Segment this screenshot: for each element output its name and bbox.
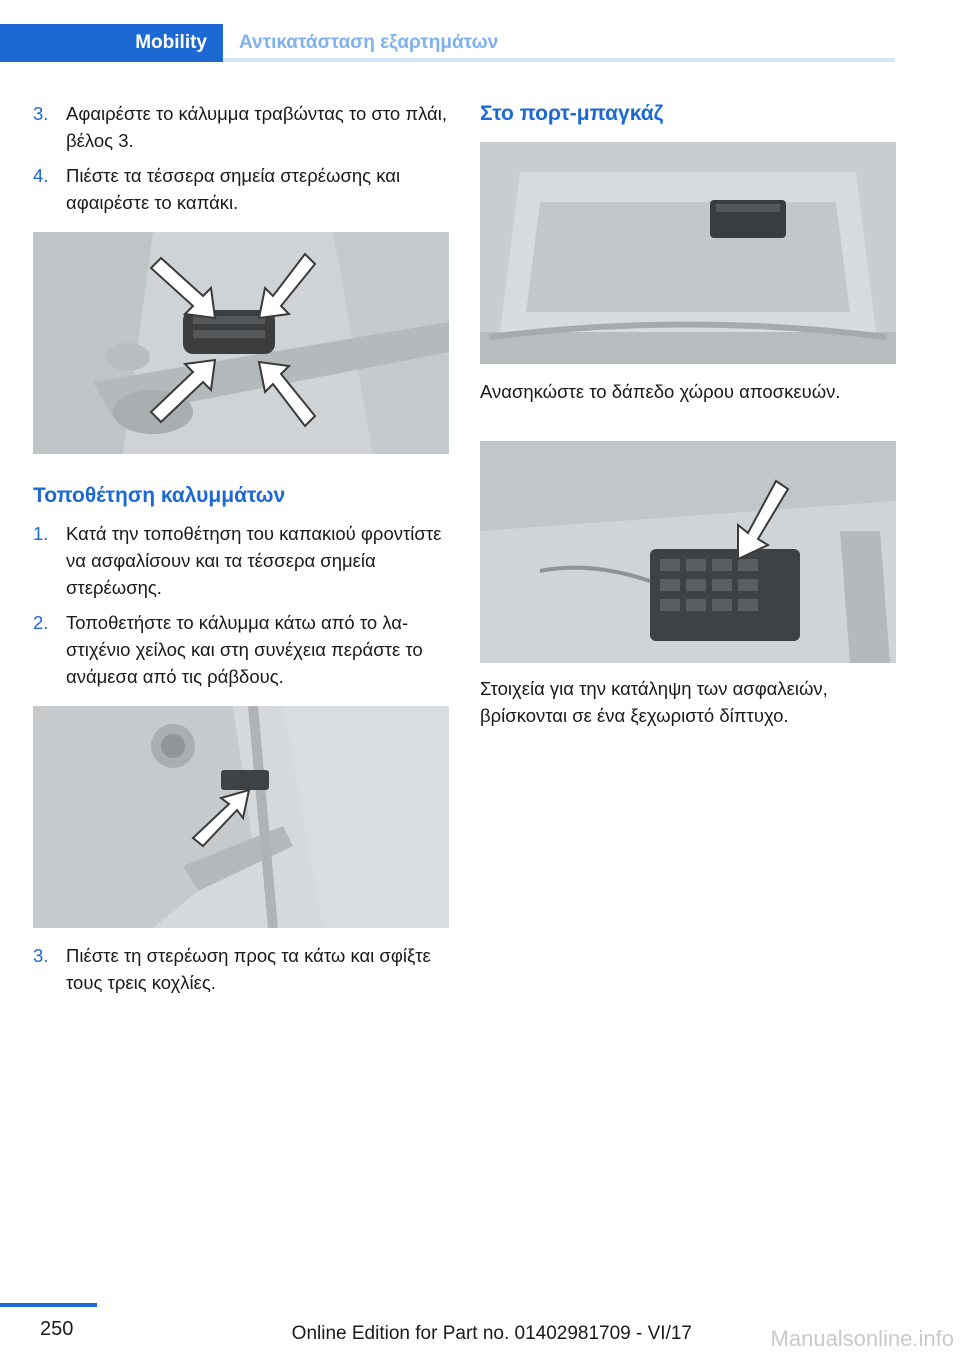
page-number-rule	[0, 1303, 97, 1307]
edition-label: Online Edition for Part no. 01402981709 - VI/17	[291, 1323, 692, 1344]
step-text: Αφαιρέστε το κάλυμμα τραβώντας το στο πλάι, βέλος 3.	[66, 103, 448, 151]
page-header	[0, 24, 895, 62]
page-number: 250	[40, 1318, 74, 1340]
step-item	[33, 942, 449, 996]
section-title[interactable]: Αντικατάσταση εξαρτημάτων	[239, 32, 499, 53]
step-number: 4.	[33, 165, 49, 186]
installation-heading: Τοποθέτηση καλυμμάτων	[33, 484, 286, 507]
step-text: Τοποθετήστε το κάλυμμα κάτω από το λαστιχένιο χείλος και στη συνέχεια περάστε το ανάμεσα από τις ράβδους.	[66, 612, 423, 687]
engine-cover-photo	[33, 232, 449, 454]
trunk-instruction: Ανασηκώστε το δάπεδο χώρου αποσκευών.	[480, 381, 841, 402]
watermark: Manualsonline.info	[770, 1326, 954, 1351]
step-number: 3.	[33, 103, 49, 124]
header-rule	[223, 58, 895, 62]
step-text: Κατά την τοποθέτηση του καπακιού φροντίστε να ασφαλίσουν και τα τέσσερα σημεία στερέωσης.	[66, 523, 442, 598]
step-text: Πιέστε τα τέσσερα σημεία στερέωσης και αφαιρέστε το καπάκι.	[66, 165, 401, 213]
left-column	[33, 100, 449, 1004]
step-number: 1.	[33, 523, 49, 544]
right-column	[480, 100, 896, 729]
step-number: 3.	[33, 945, 49, 966]
fuse-info-text: Στοιχεία για την κατάληψη των ασφαλειών, βρίσκονται σε ένα ξεχωριστό δίπτυχο.	[480, 678, 828, 726]
trunk-photo	[480, 142, 896, 364]
step-number: 2.	[33, 612, 49, 633]
step-item	[33, 520, 449, 601]
clip-photo	[33, 706, 449, 928]
step-item	[33, 609, 449, 690]
step-item	[33, 100, 449, 154]
trunk-heading: Στο πορτ-μπαγκάζ	[480, 102, 664, 125]
chapter-label: Mobility	[135, 32, 207, 53]
step-text: Πιέστε τη στερέωση προς τα κάτω και σφίξτε τους τρεις κοχλίες.	[66, 945, 431, 993]
fuse-box-photo	[480, 441, 896, 663]
step-item	[33, 162, 449, 216]
chapter-tab[interactable]	[0, 24, 223, 62]
